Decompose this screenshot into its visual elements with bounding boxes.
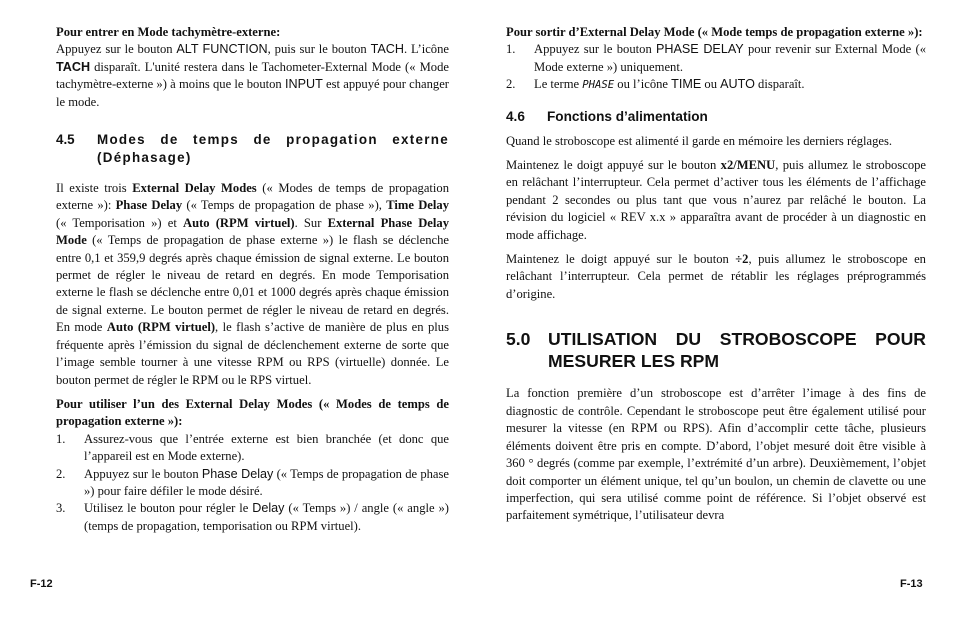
text-run: est appuyé pour changer le mode. xyxy=(56,77,450,109)
list-item xyxy=(506,41,926,76)
section-title: Fonctions d’alimentation xyxy=(547,108,708,124)
list-text xyxy=(84,500,449,535)
list-text xyxy=(534,41,926,76)
page-number-right: F-13 xyxy=(900,578,923,590)
display-test-paragraph xyxy=(506,157,926,244)
text-run: Le terme xyxy=(534,77,583,92)
text-run: disparaît. L'unité restera dans le Tachometer-External Mode (« Mode tachymètre-externe ») à moins que le bouton xyxy=(56,59,449,92)
exit-delay-mode-heading: Pour sortir d’External Delay Mode (« Mode temps de propagation externe »): xyxy=(506,25,923,39)
section-title: Modes de temps de propagation externe (Déphasage) xyxy=(97,132,449,166)
bold-term: External Delay Modes xyxy=(132,181,257,196)
section-heading-5-0 xyxy=(506,329,926,372)
text-run: disparaît. xyxy=(754,77,805,92)
text-run: Appuyez sur le bouton xyxy=(56,42,177,57)
section-number: 4.5 xyxy=(56,132,75,148)
page-number-left: F-12 xyxy=(30,578,53,590)
list-number: 2. xyxy=(56,466,66,481)
divide-2-button-label: ÷2 xyxy=(735,252,749,267)
list-number: 3. xyxy=(56,501,66,516)
tach-icon-label: TACH xyxy=(56,59,91,74)
text-run: Maintenez le doigt appuyé sur le bouton xyxy=(506,252,736,267)
text-run: pour revenir sur External Mode (« Mode externe ») uniquement. xyxy=(534,42,926,74)
list-number: 1. xyxy=(56,431,66,446)
factory-reset-paragraph xyxy=(506,251,926,303)
phase-delay-button-label: Phase Delay xyxy=(201,466,274,481)
left-page-column xyxy=(56,24,449,535)
list-text xyxy=(84,466,449,501)
text-run: . Sur xyxy=(294,215,328,230)
text-run: Maintenez le doigt appuyé sur le bouton xyxy=(506,158,721,173)
auto-icon-label: AUTO xyxy=(720,77,755,92)
text-run: (« Modes de temps de propagation externe »): xyxy=(56,181,450,213)
time-icon-label: TIME xyxy=(671,77,702,92)
section-heading-4-5 xyxy=(56,131,449,167)
text-run: ou l’icône xyxy=(614,77,672,92)
tach-button-label: TACH xyxy=(370,42,404,57)
rpm-measurement-paragraph: La fonction première d’un stroboscope est d’arrêter l’image à des fins de diagnostic de contrôle. Cependant le stroboscope peut être également utilisé pour mesurer la vitesse (en RPM ou RPS). Afin d’accomplir cette tâche, plusieurs éléments doivent être pris en compte. D’abord, l’objet mesuré doit être visible à 360 ° degrés (comme par exemple, l’extrémité d’un arbre). Deuxièmement, l’objet doit comporter un élément unique, tel qu’un boulon, un chemin de clavette ou une imperfection, qui sera utilisé comme point de référence. Si l’objet observé est parfaitement symétrique, l’utilisateur devra xyxy=(506,386,926,523)
use-delay-modes-list xyxy=(56,431,449,535)
text-run: , le flash s’active de manière de plus en plus fréquente après l’émission du signal de déclenchement externe de sorte que l’image semble tourner à une vitesse RPM ou RPS (virtuelle) donnée. Le bouton permet de régler le RPM ou le RPS virtuel. xyxy=(56,320,449,387)
text-run: , puis allumez le stroboscope en relâchant l’interrupteur. Cela permet de rétablir les réglages préprogrammés d’origine. xyxy=(506,252,926,301)
text-run: ou xyxy=(701,77,721,92)
alt-function-label: ALT FUNCTION xyxy=(176,42,268,57)
input-button-label: INPUT xyxy=(284,77,323,92)
section-heading-4-6 xyxy=(506,108,926,126)
text-run: Il existe trois xyxy=(56,181,133,196)
list-number: 1. xyxy=(506,42,516,57)
bold-term: Time Delay xyxy=(386,198,449,213)
bold-term: Auto (RPM virtuel) xyxy=(106,320,216,335)
bold-term: External Phase Delay Mode xyxy=(56,215,449,248)
section-number: 5.0 xyxy=(506,329,531,350)
list-item xyxy=(56,466,449,501)
phase-delay-button-label: PHASE DELAY xyxy=(656,42,744,57)
text-run: , puis sur le bouton xyxy=(267,42,371,57)
list-item xyxy=(506,76,926,94)
text-run: . L’icône xyxy=(403,42,449,57)
list-text: Assurez-vous que l’entrée externe est bien branchée (et donc que l’appareil est en Mode externe). xyxy=(84,431,449,464)
text-run: (« Temps de propagation de phase externe ») le flash se déclenche entre 0,1 et 359,9 degrés après chaque émission de signal externe. Le bouton permet de régler le niveau de retard en degrés. En mode Temporisation externe le flash se déclenche entre 0,01 et 1000 degrés après chaque émission de signal externe. Le bouton permet de régler le niveau de retard en degrés. En mode xyxy=(56,233,449,335)
bold-term: Phase Delay xyxy=(115,198,183,213)
external-delay-modes-paragraph xyxy=(56,180,449,389)
text-run: (« Temporisation ») et xyxy=(56,215,183,230)
list-text xyxy=(534,76,926,94)
section-number: 4.6 xyxy=(506,108,525,124)
bold-term: Auto (RPM virtuel) xyxy=(183,215,295,230)
text-run: (« Temps ») / angle (« angle ») (temps de propagation, temporisation ou RPM virtuel). xyxy=(84,501,449,533)
use-delay-modes-heading: Pour utiliser l’un des External Delay Modes (« Modes de temps de propagation externe »): xyxy=(56,396,449,429)
tach-external-heading: Pour entrer en Mode tachymètre-externe: xyxy=(56,25,281,39)
phase-display-term: PHASE xyxy=(582,79,615,92)
text-run: Appuyez sur le bouton xyxy=(84,466,202,481)
text-run: , puis allumez le stroboscope en relâchant l’interrupteur. Cela permet d’activer tous les éléments de l’affichage pendant 2 secondes ou plus tant que vous n’aurez par relâché le bouton. La révision du logiciel « REV x.x » apparaîtra avant de procéder à un diagnostic en mode affichage. xyxy=(506,158,926,242)
text-run: Utilisez le bouton pour régler le xyxy=(84,501,253,516)
list-item xyxy=(56,431,449,466)
delay-label: Delay xyxy=(252,501,285,516)
text-run: Appuyez sur le bouton xyxy=(534,42,657,57)
tach-external-paragraph xyxy=(56,41,449,111)
right-page-column xyxy=(506,24,926,525)
list-item xyxy=(56,500,449,535)
text-run: (« Temps de propagation de phase »), xyxy=(182,198,387,213)
text-run: (« Temps de propagation de phase ») pour faire défiler le mode désiré. xyxy=(84,466,450,498)
list-number: 2. xyxy=(506,77,516,92)
x2-menu-button-label: x2/MENU xyxy=(720,158,776,173)
power-memory-paragraph: Quand le stroboscope est alimenté il garde en mémoire les derniers réglages. xyxy=(506,133,893,148)
section-title: UTILISATION DU STROBOSCOPE POUR MESURER LES RPM xyxy=(548,329,926,371)
exit-delay-mode-list xyxy=(506,41,926,94)
